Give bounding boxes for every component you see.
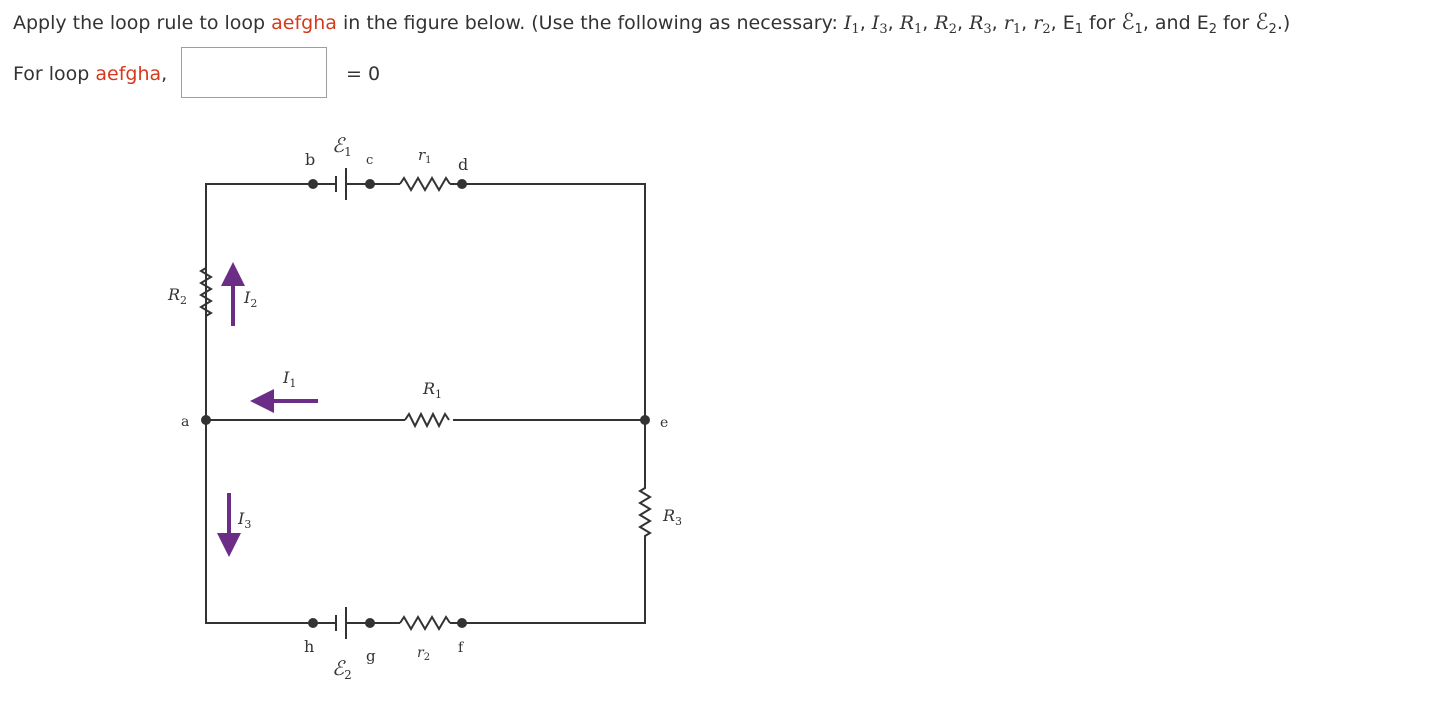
label-I3: $I_3$ <box>238 509 252 531</box>
wire-top-right <box>450 184 645 420</box>
script-E1: ℰ$_1$ <box>1121 10 1143 37</box>
r1-resistor <box>400 178 450 190</box>
label-a: a <box>181 414 190 430</box>
node-d-dot <box>457 179 467 189</box>
var-R2: $R_2$ <box>934 12 957 37</box>
label-R1: $R_1$ <box>423 379 443 401</box>
label-g: g <box>366 647 376 665</box>
node-e-dot <box>640 415 650 425</box>
answer-label: For loop aefgha, <box>13 63 168 85</box>
wire-top-left <box>206 184 335 420</box>
label-c: c <box>366 153 374 168</box>
question-middle: in the figure below. (Use the following as necessary: <box>342 12 838 34</box>
r2-resistor <box>400 617 450 629</box>
label-f: f <box>458 640 464 656</box>
label-I1: $I_1$ <box>283 368 297 390</box>
label-emf2: ℰ$_2$ <box>332 656 352 682</box>
node-g-dot <box>365 618 375 628</box>
wire-left-lower <box>206 420 335 623</box>
label-b: b <box>305 150 316 169</box>
node-f-dot <box>457 618 467 628</box>
equals-zero: = 0 <box>346 63 381 85</box>
var-R1: $R_1$ <box>899 12 923 37</box>
question-prefix: Apply the loop rule to loop <box>13 12 266 34</box>
label-emf1: ℰ$_1$ <box>332 133 352 159</box>
label-h: h <box>304 637 315 656</box>
R3-resistor <box>450 420 650 623</box>
label-r1: $r_1$ <box>418 146 432 166</box>
label-R2: $R_2$ <box>168 285 188 307</box>
label-d: d <box>458 155 469 174</box>
var-r1: $r_1$ <box>1003 12 1022 37</box>
question-text: Apply the loop rule to loop aefgha in the figure below. (Use the following as necessary: $I_1$, $I_3$, $R_1$, $R_2$, $R_3$, $r_1$, $r_2$, $E_1$ for ℰ$_1$, and $E_2$ for ℰ$_2$.) <box>13 10 1291 37</box>
label-r2: $r_2$ <box>417 645 431 663</box>
question-loop-name: aefgha <box>271 12 337 34</box>
var-I1: $I_1$ <box>843 12 860 37</box>
var-r2: $r_2$ <box>1033 12 1051 37</box>
node-a-dot <box>201 415 211 425</box>
label-I2: $I_2$ <box>244 288 258 310</box>
var-E1: $E_1$ <box>1062 12 1083 37</box>
var-R3: $R_3$ <box>969 12 992 37</box>
var-E2: $E_2$ <box>1196 12 1217 37</box>
var-I3: $I_3$ <box>871 12 888 37</box>
R1-resistor <box>405 414 449 426</box>
label-e: e <box>660 415 669 431</box>
label-R3: $R_3$ <box>663 506 683 528</box>
script-E2: ℰ$_2$ <box>1255 10 1277 37</box>
